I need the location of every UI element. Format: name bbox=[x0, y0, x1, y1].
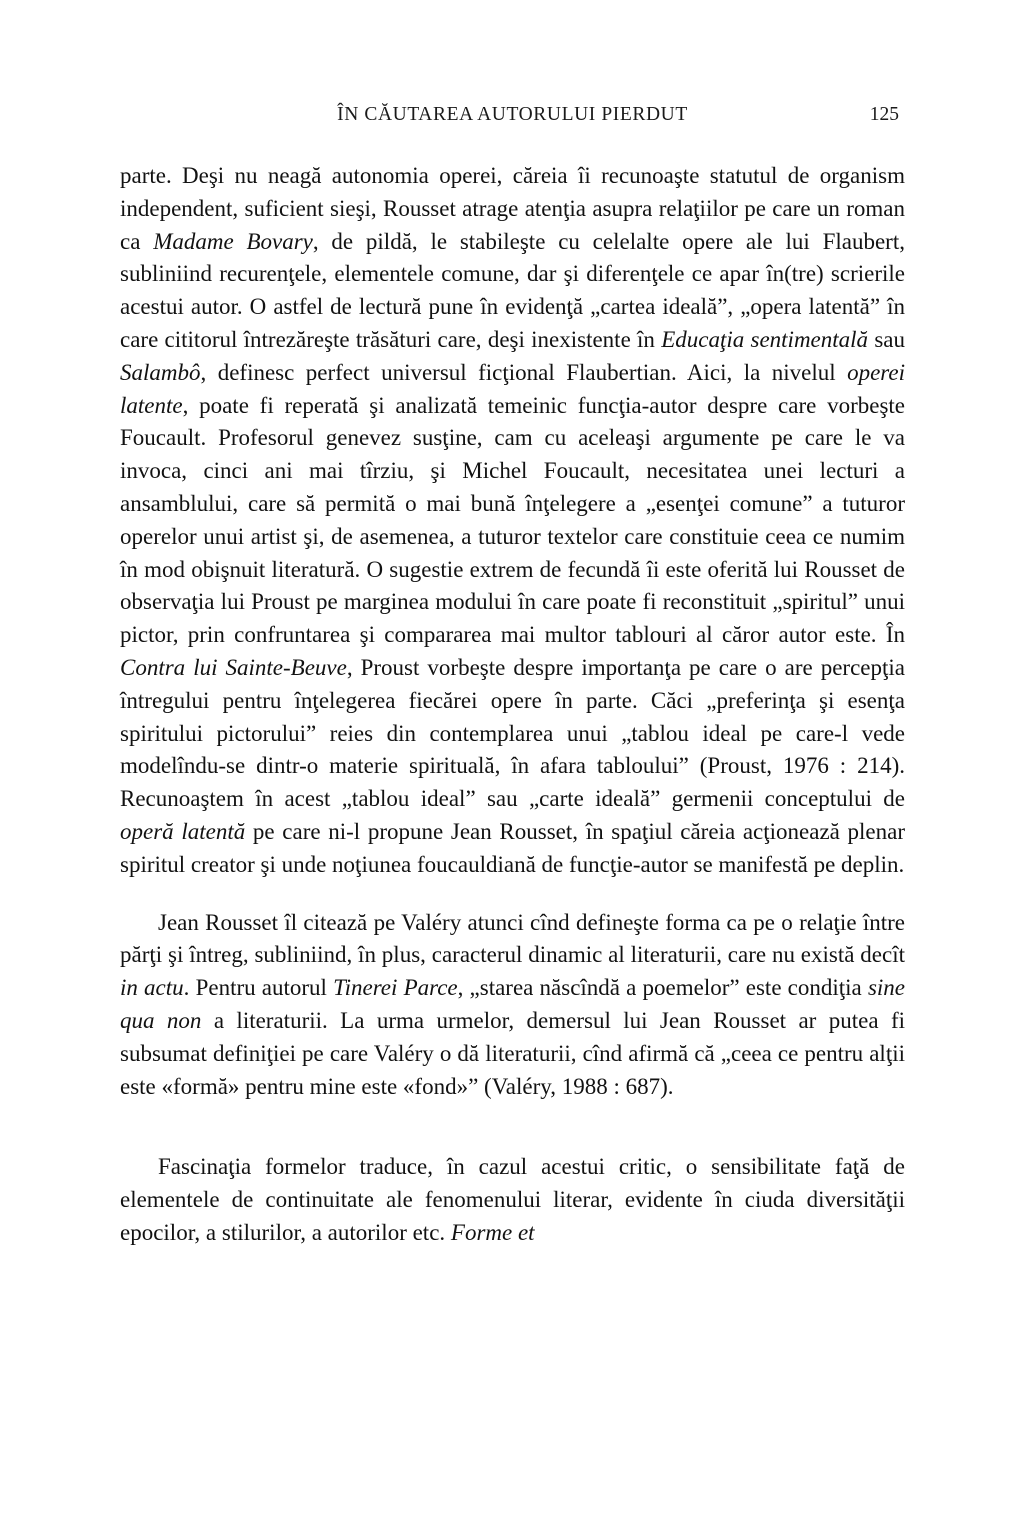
text-run: , de pildă, le stabileşte cu celelalte opere ale lui Flaubert, subliniind recurenţele, elementele comune, dar şi diferenţele ce apar în(tre) scrierile acestui autor. O astfel de lectură pune în evidenţă „cartea ideală”, „opera latentă” în care cititorul întrezăreşte trăsături care, deşi inexistente în bbox=[120, 228, 905, 352]
page-number: 125 bbox=[869, 104, 899, 125]
italic-text-run: sine qua non bbox=[120, 975, 905, 1033]
italic-text-run: Contra lui Sainte-Beuve bbox=[120, 654, 347, 680]
italic-text-run: Madame Bovary bbox=[153, 228, 313, 254]
italic-text-run: Tinerei Parce bbox=[333, 975, 458, 1001]
italic-text-run: operei latente bbox=[120, 359, 905, 418]
text-run: , „starea născîndă a poemelor” este condiţia bbox=[457, 975, 868, 1001]
italic-text-run: operă latentă bbox=[120, 818, 246, 844]
text-run: Fascinaţia formelor traduce, în cazul acestui critic, o sensibilitate faţă de elementele de continuitate ale fenomenului literar, evidente în ciuda diversităţii epocilor, a stilurilor, a autorilor etc. bbox=[120, 1154, 905, 1245]
text-run: , definesc perfect universul ficţional Flaubertian. Aici, la nivelul bbox=[200, 359, 848, 385]
text-run: pe care ni-l propune Jean Rousset, în spaţiul căreia acţionează plenar spiritul creator şi unde noţiunea foucauldiană de funcţie-autor se manifestă pe deplin. bbox=[120, 818, 905, 877]
text-run: Jean Rousset îl citează pe Valéry atunci cînd defineşte forma ca pe o relaţie între părţi şi întreg, subliniind, în plus, caracterul dinamic al literaturii, care nu există decît bbox=[120, 909, 905, 968]
text-run: sau bbox=[868, 326, 905, 352]
paragraph bbox=[120, 160, 905, 882]
text-run: , poate fi reperată şi analizată temeinic funcţia-autor despre care vorbeşte Foucault. Profesorul genevez susţine, cam cu aceleaşi argumente pe care le va invoca, cinci ani mai tîrziu, şi Michel Foucault, necesitatea unei lecturi a ansamblului, care să permită o mai bună înţelegere a „esenţei comune” a tuturor operelor unui artist şi, de asemenea, a tuturor textelor care constituie ceea ce numim în mod obişnuit literatură. O sugestie extrem de fecundă îi este oferită lui Rousset de observaţia lui Proust pe marginea modului în care poate fi reconstituit „spiritul” unui pictor, prin confruntarea şi compararea mai multor tablouri al căror autor este. În bbox=[120, 392, 905, 648]
running-header-title: ÎN CĂUTAREA AUTORULUI PIERDUT bbox=[337, 104, 688, 125]
running-header bbox=[120, 104, 905, 130]
paragraph bbox=[120, 907, 905, 1104]
text-run: parte. Deşi nu neagă autonomia operei, căreia îi recunoaşte statutul de organism independent, suficient sieşi, Rousset atrage atenţia asupra relaţiilor pe care un roman ca bbox=[120, 163, 905, 254]
italic-text-run: Salambô bbox=[120, 359, 201, 385]
italic-text-run: Forme et bbox=[450, 1219, 535, 1245]
text-run: a literaturii. La urma urmelor, demersul lui Jean Rousset ar putea fi subsumat definiţiei pe care Valéry o dă literaturii, cînd afirmă că „ceea ce pentru alţii este «formă» pentru mine este «fond»” (Valéry, 1988 : 687). bbox=[120, 1007, 905, 1099]
body-text bbox=[120, 160, 905, 1250]
italic-text-run: in actu bbox=[120, 975, 184, 1001]
text-run: . Pentru autorul bbox=[183, 975, 334, 1001]
paragraph bbox=[120, 1151, 905, 1249]
italic-text-run: Educaţia sentimentală bbox=[661, 326, 869, 352]
text-run: , Proust vorbeşte despre importanţa pe care o are percepţia întregului pentru înţelegerea fiecărei opere în parte. Căci „preferinţa şi esenţa spiritului pictorului” reies din contemplarea unui „tablou ideal pe care-l vede modelîndu-se dintr-o materie spirituală, în afara tabloului” (Proust, 1976 : 214). Recunoaştem în acest „tablou ideal” sau „carte ideală” germenii conceptului de bbox=[120, 654, 905, 812]
